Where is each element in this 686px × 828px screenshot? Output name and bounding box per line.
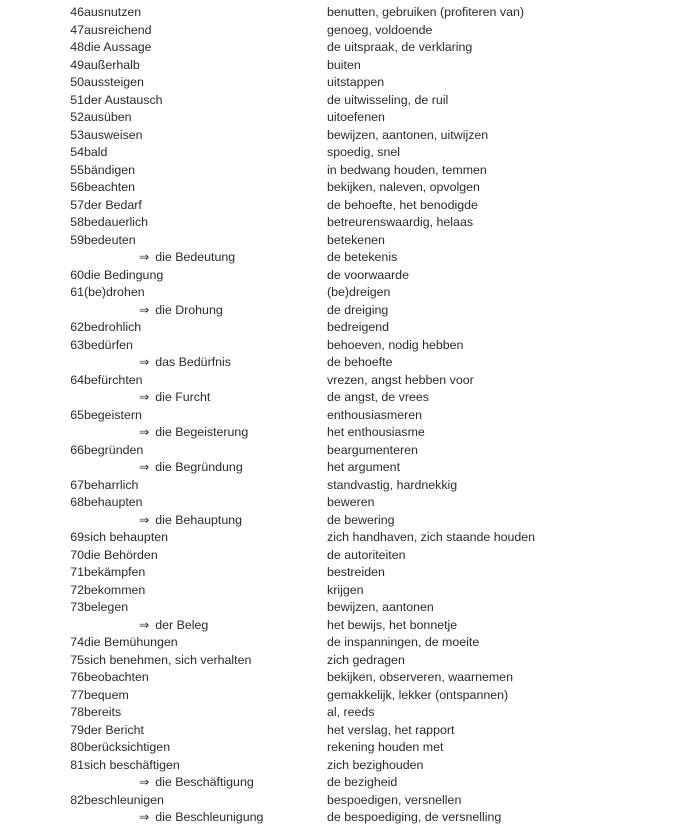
german-term [84, 354, 327, 372]
german-term-label: bequem [84, 687, 129, 702]
german-term [84, 284, 327, 302]
entry-number: 46 [70, 5, 84, 19]
german-term-label: bekämpfen [84, 565, 146, 579]
vocabulary-row [0, 162, 686, 180]
german-term-label: bekommen [84, 582, 146, 597]
german-term [84, 389, 327, 407]
entry-number: 57 [70, 197, 84, 212]
german-term-label: berücksichtigen [84, 740, 171, 754]
german-term-label: bedauerlich [84, 215, 149, 229]
german-term [84, 494, 327, 512]
vocabulary-subentry-row [0, 249, 686, 267]
dutch-translation: bekijken, observeren, waarnemen [327, 670, 513, 684]
dutch-translation: het argument [327, 460, 401, 474]
german-term-label: beobachten [84, 670, 149, 684]
german-term [84, 144, 327, 162]
german-term-label: aussteigen [84, 75, 144, 89]
entry-number: 47 [70, 22, 84, 37]
vocabulary-row [0, 704, 686, 722]
vocabulary-subentry-row [0, 424, 686, 442]
german-term [84, 407, 327, 425]
vocabulary-row [0, 197, 686, 215]
entry-number: 80 [70, 740, 84, 754]
vocabulary-row [0, 529, 686, 547]
german-term [84, 529, 327, 547]
entry-number: 56 [70, 180, 84, 194]
german-term [84, 249, 327, 267]
german-term [84, 4, 327, 22]
german-term [84, 22, 327, 40]
entry-number: 55 [70, 162, 84, 177]
vocabulary-row [0, 127, 686, 145]
entry-number: 59 [70, 232, 84, 247]
double-right-arrow-icon: ⇒ [139, 617, 150, 632]
dutch-translation: al, reeds [327, 705, 375, 719]
dutch-translation: de voorwaarde [327, 267, 409, 282]
vocabulary-table-body [0, 4, 686, 827]
german-term-label: sich behaupten [84, 530, 169, 544]
vocabulary-row [0, 792, 686, 810]
german-term-label: der Bericht [84, 722, 144, 737]
german-term [84, 424, 327, 442]
german-term [84, 267, 327, 285]
german-term-label: ausweisen [84, 127, 143, 142]
german-term [84, 197, 327, 215]
german-term-label: ausreichend [84, 22, 152, 37]
dutch-translation: bekijken, naleven, opvolgen [327, 180, 480, 194]
entry-number: 60 [70, 267, 84, 282]
entry-number [0, 302, 84, 320]
entry-number: 79 [70, 722, 84, 737]
german-term [84, 477, 327, 495]
german-term-label: belegen [84, 600, 129, 614]
vocabulary-row [0, 232, 686, 250]
entry-number: 69 [70, 530, 84, 544]
vocabulary-subentry-row [0, 617, 686, 635]
dutch-translation: de bespoediging, de versnelling [327, 810, 502, 824]
dutch-translation: het verslag, het rapport [327, 722, 455, 737]
dutch-translation: uitstappen [327, 75, 385, 89]
entry-number: 74 [70, 635, 84, 649]
dutch-translation: de bewering [327, 512, 395, 527]
entry-number: 73 [70, 600, 84, 614]
german-term [84, 739, 327, 757]
vocabulary-row [0, 722, 686, 740]
german-term [84, 214, 327, 232]
german-term-label: die Bedingung [84, 267, 164, 282]
entry-number: 54 [70, 145, 84, 159]
vocabulary-subentry-row [0, 389, 686, 407]
vocabulary-row [0, 477, 686, 495]
entry-number: 70 [70, 547, 84, 562]
german-term [84, 582, 327, 600]
double-right-arrow-icon: ⇒ [139, 302, 150, 317]
vocabulary-row [0, 582, 686, 600]
dutch-translation: bespoedigen, versnellen [327, 792, 462, 807]
german-term-label: beschleunigen [84, 792, 164, 807]
vocabulary-row [0, 4, 686, 22]
dutch-translation: beweren [327, 495, 375, 509]
dutch-translation: het bewijs, het bonnetje [327, 617, 458, 632]
german-term-label: der Beleg [155, 617, 209, 632]
german-term-label: die Aussage [84, 40, 152, 54]
dutch-translation: de uitspraak, de verklaring [327, 40, 473, 54]
dutch-translation: vrezen, angst hebben voor [327, 372, 474, 387]
german-term-label: das Bedürfnis [155, 355, 231, 369]
double-right-arrow-icon: ⇒ [139, 775, 150, 789]
vocabulary-row [0, 337, 686, 355]
german-term-label: bedeuten [84, 232, 136, 247]
german-term [84, 722, 327, 740]
entry-number: 76 [70, 670, 84, 684]
german-term-label: befürchten [84, 372, 143, 387]
vocabulary-row [0, 214, 686, 232]
vocabulary-row [0, 39, 686, 57]
german-term-label: bereits [84, 705, 122, 719]
entry-number [0, 512, 84, 530]
vocabulary-subentry-row [0, 459, 686, 477]
entry-number: 72 [70, 582, 84, 597]
double-right-arrow-icon: ⇒ [139, 810, 150, 824]
entry-number [0, 459, 84, 477]
entry-number [0, 354, 84, 372]
dutch-translation: de inspanningen, de moeite [327, 635, 480, 649]
vocabulary-subentry-row [0, 512, 686, 530]
german-term [84, 512, 327, 530]
dutch-translation: bewijzen, aantonen, uitwijzen [327, 127, 489, 142]
vocabulary-row [0, 669, 686, 687]
german-term [84, 179, 327, 197]
vocabulary-row [0, 739, 686, 757]
german-term-label: begeistern [84, 407, 142, 422]
dutch-translation: buiten [327, 57, 361, 72]
dutch-translation: behoeven, nodig hebben [327, 337, 464, 352]
german-term-label: die Bemühungen [84, 635, 178, 649]
dutch-translation: de behoefte, het benodigde [327, 197, 478, 212]
dutch-translation: uitoefenen [327, 110, 385, 124]
entry-number [0, 809, 84, 827]
german-term-label: sich beschäftigen [84, 757, 180, 772]
double-right-arrow-icon: ⇒ [139, 460, 150, 474]
german-term-label: der Austausch [84, 92, 163, 107]
german-term-label: (be)drohen [84, 285, 145, 299]
vocabulary-row [0, 57, 686, 75]
vocabulary-subentry-row [0, 354, 686, 372]
vocabulary-row [0, 144, 686, 162]
entry-number: 77 [70, 687, 84, 702]
dutch-translation: betreurenswaardig, helaas [327, 215, 474, 229]
german-term-label: die Bedeutung [155, 250, 236, 264]
vocabulary-row [0, 442, 686, 460]
german-term [84, 669, 327, 687]
vocabulary-row [0, 109, 686, 127]
vocabulary-row [0, 407, 686, 425]
german-term [84, 319, 327, 337]
german-term [84, 57, 327, 75]
vocabulary-row [0, 319, 686, 337]
german-term [84, 617, 327, 635]
dutch-translation: zich bezighouden [327, 757, 424, 772]
vocabulary-row [0, 74, 686, 92]
vocabulary-row [0, 92, 686, 110]
german-term [84, 442, 327, 460]
entry-number [0, 389, 84, 407]
vocabulary-subentry-row [0, 302, 686, 320]
german-term-label: begründen [84, 442, 144, 457]
vocabulary-row [0, 547, 686, 565]
entry-number [0, 424, 84, 442]
entry-number: 61 [70, 285, 84, 299]
dutch-translation: de autoriteiten [327, 547, 406, 562]
german-term-label: die Behauptung [155, 512, 243, 527]
vocabulary-row [0, 179, 686, 197]
german-term [84, 127, 327, 145]
entry-number: 62 [70, 320, 84, 334]
german-term-label: bedrohlich [84, 320, 142, 334]
german-term-label: die Begründung [155, 460, 243, 474]
entry-number: 68 [70, 495, 84, 509]
dutch-translation: de dreiging [327, 302, 389, 317]
german-term [84, 92, 327, 110]
dutch-translation: het enthousiasme [327, 425, 425, 439]
entry-number [0, 617, 84, 635]
vocabulary-table [0, 4, 686, 827]
german-term-label: behaupten [84, 495, 143, 509]
dutch-translation: gemakkelijk, lekker (ontspannen) [327, 687, 509, 702]
german-term [84, 547, 327, 565]
vocabulary-row [0, 494, 686, 512]
german-term [84, 39, 327, 57]
entry-number: 78 [70, 705, 84, 719]
german-term [84, 809, 327, 827]
entry-number: 65 [70, 407, 84, 422]
german-term-label: die Behörden [84, 547, 158, 562]
vocabulary-row [0, 284, 686, 302]
entry-number: 52 [70, 110, 84, 124]
german-term [84, 757, 327, 775]
vocabulary-subentry-row [0, 809, 686, 827]
dutch-translation: betekenen [327, 232, 385, 247]
german-term-label: die Beschäftigung [155, 775, 254, 789]
dutch-translation: genoeg, voldoende [327, 22, 433, 37]
german-term-label: die Drohung [155, 302, 223, 317]
german-term [84, 109, 327, 127]
dutch-translation: rekening houden met [327, 740, 444, 754]
entry-number: 64 [70, 372, 84, 387]
dutch-translation: de uitwisseling, de ruil [327, 92, 449, 107]
dutch-translation: beargumenteren [327, 442, 418, 457]
vocabulary-row [0, 267, 686, 285]
vocabulary-row [0, 372, 686, 390]
dutch-translation: krijgen [327, 582, 364, 597]
double-right-arrow-icon: ⇒ [139, 390, 150, 404]
entry-number: 66 [70, 442, 84, 457]
german-term-label: ausnutzen [84, 5, 142, 19]
double-right-arrow-icon: ⇒ [139, 355, 150, 369]
german-term-label: bald [84, 145, 108, 159]
dutch-translation: bestreiden [327, 565, 385, 579]
vocabulary-row [0, 599, 686, 617]
german-term [84, 634, 327, 652]
german-term [84, 704, 327, 722]
dutch-translation: in bedwang houden, temmen [327, 162, 487, 177]
german-term [84, 564, 327, 582]
entry-number: 48 [70, 40, 84, 54]
entry-number: 63 [70, 337, 84, 352]
entry-number [0, 249, 84, 267]
german-term-label: bändigen [84, 162, 135, 177]
dutch-translation: de behoefte [327, 355, 393, 369]
vocabulary-subentry-row [0, 774, 686, 792]
german-term [84, 459, 327, 477]
german-term-label: der Bedarf [84, 197, 142, 212]
vocabulary-row [0, 564, 686, 582]
entry-number: 58 [70, 215, 84, 229]
vocabulary-row [0, 634, 686, 652]
dutch-translation: standvastig, hardnekkig [327, 477, 458, 492]
dutch-translation: de angst, de vrees [327, 390, 429, 404]
german-term [84, 774, 327, 792]
german-term-label: die Furcht [155, 390, 211, 404]
entry-number [0, 774, 84, 792]
german-term-label: ausüben [84, 110, 132, 124]
entry-number: 81 [70, 757, 84, 772]
german-term-label: die Beschleunigung [155, 810, 264, 824]
german-term [84, 372, 327, 390]
entry-number: 75 [70, 652, 84, 667]
german-term [84, 652, 327, 670]
vocabulary-row [0, 652, 686, 670]
dutch-translation: de bezigheid [327, 775, 398, 789]
entry-number: 82 [70, 792, 84, 807]
german-term-label: beharrlich [84, 477, 139, 492]
german-term-label: bedürfen [84, 337, 133, 352]
vocabulary-row [0, 687, 686, 705]
dutch-translation: zich gedragen [327, 652, 405, 667]
vocabulary-row [0, 757, 686, 775]
german-term-label: die Begeisterung [155, 425, 249, 439]
german-term-label: beachten [84, 180, 135, 194]
german-term [84, 232, 327, 250]
dutch-translation: zich handhaven, zich staande houden [327, 530, 536, 544]
dutch-translation: (be)dreigen [327, 285, 391, 299]
double-right-arrow-icon: ⇒ [139, 512, 150, 527]
dutch-translation: enthousiasmeren [327, 407, 423, 422]
entry-number: 51 [70, 92, 84, 107]
german-term [84, 687, 327, 705]
german-term [84, 792, 327, 810]
entry-number: 71 [70, 565, 84, 579]
dutch-translation: benutten, gebruiken (profiteren van) [327, 5, 524, 19]
german-term [84, 302, 327, 320]
german-term-label: sich benehmen, sich verhalten [84, 652, 252, 667]
entry-number: 49 [70, 57, 84, 72]
german-term [84, 599, 327, 617]
german-term-label: außerhalb [84, 57, 140, 72]
entry-number: 53 [70, 127, 84, 142]
german-term [84, 337, 327, 355]
dutch-translation: bedreigend [327, 320, 390, 334]
vocabulary-row [0, 22, 686, 40]
entry-number: 67 [70, 477, 84, 492]
entry-number: 50 [70, 75, 84, 89]
dutch-translation: de betekenis [327, 250, 398, 264]
double-right-arrow-icon: ⇒ [139, 250, 150, 264]
dutch-translation: spoedig, snel [327, 145, 401, 159]
double-right-arrow-icon: ⇒ [139, 425, 150, 439]
german-term [84, 162, 327, 180]
german-term [84, 74, 327, 92]
dutch-translation: bewijzen, aantonen [327, 600, 434, 614]
